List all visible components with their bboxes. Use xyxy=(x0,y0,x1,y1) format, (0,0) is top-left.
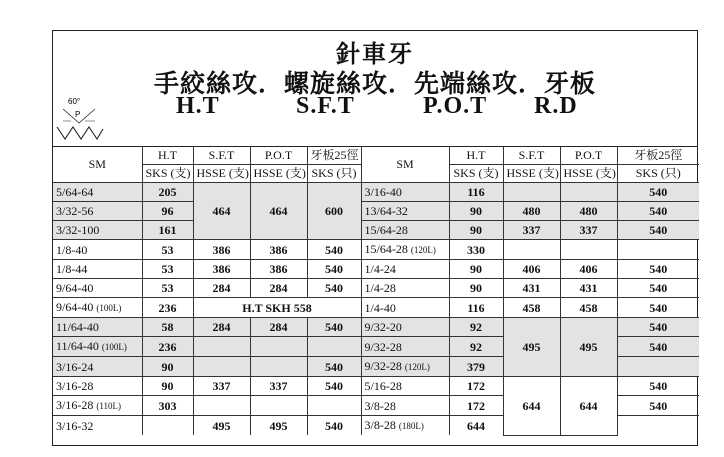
code-rd: R.D xyxy=(534,93,578,119)
sm-cell xyxy=(53,337,142,357)
sm-cell: 1/8-40 xyxy=(53,240,142,260)
pot-cell: 284 xyxy=(250,279,307,298)
table-row xyxy=(53,260,699,279)
ht-cell: 53 xyxy=(142,279,193,298)
thread-angle-label: 60° xyxy=(68,97,81,106)
sm-cell xyxy=(53,298,142,318)
col-subheader-rd-right: SKS (只) xyxy=(617,165,699,183)
pot-cell xyxy=(560,183,617,202)
sm-cell: 1/4-28 xyxy=(361,279,449,298)
sm-cell xyxy=(361,357,449,377)
sm-size: 15/64-28 xyxy=(364,242,408,256)
ht-cell: 644 xyxy=(449,416,503,436)
sm-cell: 9/32-20 xyxy=(361,318,449,337)
sft-cell: 337 xyxy=(503,221,560,240)
sft-cell: 464 xyxy=(193,183,250,240)
sft-cell: 458 xyxy=(503,298,560,318)
sft-cell: 431 xyxy=(503,279,560,298)
table-row xyxy=(53,202,699,221)
rd-cell: 540 xyxy=(617,298,699,318)
ht-cell: 161 xyxy=(142,221,193,240)
sft-cell: 284 xyxy=(193,318,250,337)
pot-cell: 480 xyxy=(560,202,617,221)
pot-cell xyxy=(250,337,307,357)
code-ht: H.T xyxy=(176,93,220,119)
col-header-sft-left: S.F.T xyxy=(193,147,250,165)
sm-size: 9/64-40 xyxy=(56,300,94,314)
sm-cell: 11/64-40 xyxy=(53,318,142,337)
sm-cell: 5/16-28 xyxy=(361,377,449,396)
ht-cell: 90 xyxy=(142,377,193,396)
length-note: (120L) xyxy=(410,245,436,255)
length-note: (100L) xyxy=(96,303,122,313)
ht-cell: 303 xyxy=(142,396,193,416)
sheet-header xyxy=(53,31,697,147)
col-subheader-sft-right: HSSE (支) xyxy=(503,165,560,183)
sm-cell: 13/64-32 xyxy=(361,202,449,221)
material-note-cell: H.T SKH 558 xyxy=(193,298,361,318)
table-row xyxy=(53,221,699,240)
ht-cell: 53 xyxy=(142,240,193,260)
rd-cell: 540 xyxy=(307,260,361,279)
sm-cell: 3/16-40 xyxy=(361,183,449,202)
sft-cell: 386 xyxy=(193,260,250,279)
col-header-rd-right: 牙板25徑 xyxy=(617,147,699,165)
sft-cell: 495 xyxy=(503,318,560,377)
spec-sheet xyxy=(52,30,698,446)
pot-cell: 386 xyxy=(250,240,307,260)
ht-cell: 90 xyxy=(449,260,503,279)
sm-cell: 1/4-24 xyxy=(361,260,449,279)
col-subheader-pot-right: HSSE (支) xyxy=(560,165,617,183)
sheet-title: 針車牙 xyxy=(336,42,414,68)
ht-cell: 90 xyxy=(142,357,193,377)
rd-cell: 540 xyxy=(617,183,699,202)
ht-cell xyxy=(142,416,193,436)
sm-size: 3/8-28 xyxy=(364,418,396,432)
col-subheader-rd-left: SKS (只) xyxy=(307,165,361,183)
sm-cell: 3/16-24 xyxy=(53,357,142,377)
rd-cell: 540 xyxy=(307,240,361,260)
sft-cell xyxy=(193,357,250,377)
sm-cell xyxy=(361,240,449,260)
sm-cell: 3/16-28 xyxy=(53,377,142,396)
rd-cell: 540 xyxy=(617,202,699,221)
thread-pitch-label: P xyxy=(75,110,81,119)
ht-cell: 379 xyxy=(449,357,503,377)
table-header xyxy=(53,147,699,183)
product-codes xyxy=(53,93,697,123)
code-sft: S.F.T xyxy=(296,93,355,119)
ht-cell: 330 xyxy=(449,240,503,260)
ht-cell: 172 xyxy=(449,377,503,396)
sm-cell: 5/64-64 xyxy=(53,183,142,202)
col-subheader-ht-left: SKS (支) xyxy=(142,165,193,183)
table-body xyxy=(53,183,699,436)
sft-cell: 386 xyxy=(193,240,250,260)
sm-size: 11/64-40 xyxy=(56,339,99,353)
ht-cell: 90 xyxy=(449,202,503,221)
sft-cell: 644 xyxy=(503,377,560,436)
ht-cell: 58 xyxy=(142,318,193,337)
table-row xyxy=(53,279,699,298)
ht-cell: 172 xyxy=(449,396,503,416)
length-note: (100L) xyxy=(101,342,127,352)
rd-cell: 540 xyxy=(617,279,699,298)
table-row xyxy=(53,377,699,396)
sft-cell xyxy=(503,240,560,260)
pot-cell xyxy=(560,240,617,260)
sft-cell: 495 xyxy=(193,416,250,436)
sft-cell: 284 xyxy=(193,279,250,298)
rd-cell: 540 xyxy=(617,377,699,396)
rd-cell: 540 xyxy=(307,357,361,377)
ht-cell: 116 xyxy=(449,183,503,202)
rd-cell xyxy=(617,357,699,377)
rd-cell: 540 xyxy=(307,279,361,298)
sft-cell xyxy=(193,396,250,416)
sm-size: 9/32-28 xyxy=(364,359,402,373)
ht-cell: 90 xyxy=(449,221,503,240)
pot-cell xyxy=(250,396,307,416)
sm-cell: 3/32-100 xyxy=(53,221,142,240)
col-header-rd-left: 牙板25徑 xyxy=(307,147,361,165)
col-header-ht-right: H.T xyxy=(449,147,503,165)
pot-cell: 644 xyxy=(560,377,617,436)
sheet-subtitle: 手絞絲攻．螺旋絲攻．先端絲攻．牙板 xyxy=(153,71,596,98)
pot-cell: 495 xyxy=(560,318,617,377)
pot-cell: 337 xyxy=(250,377,307,396)
ht-cell: 92 xyxy=(449,318,503,337)
sft-cell: 406 xyxy=(503,260,560,279)
code-pot: P.O.T xyxy=(423,93,488,119)
pot-cell: 458 xyxy=(560,298,617,318)
sm-cell: 1/8-44 xyxy=(53,260,142,279)
sm-cell: 15/64-28 xyxy=(361,221,449,240)
length-note: (120L) xyxy=(404,362,430,372)
sm-cell: 1/4-40 xyxy=(361,298,449,318)
sm-size: 3/16-28 xyxy=(56,398,94,412)
rd-cell: 540 xyxy=(617,260,699,279)
sm-cell xyxy=(53,396,142,416)
ht-cell: 90 xyxy=(449,279,503,298)
col-header-pot-right: P.O.T xyxy=(560,147,617,165)
rd-cell xyxy=(307,337,361,357)
rd-cell: 600 xyxy=(307,183,361,240)
rd-cell: 540 xyxy=(307,377,361,396)
sm-cell: 3/32-56 xyxy=(53,202,142,221)
thread-profile-icon xyxy=(55,95,105,143)
rd-cell: 540 xyxy=(617,396,699,416)
rd-cell: 540 xyxy=(617,337,699,357)
rd-cell xyxy=(617,240,699,260)
sft-cell: 480 xyxy=(503,202,560,221)
rd-cell: 540 xyxy=(617,318,699,337)
ht-cell: 53 xyxy=(142,260,193,279)
pot-cell: 337 xyxy=(560,221,617,240)
ht-cell: 236 xyxy=(142,298,193,318)
length-note: (110L) xyxy=(96,401,122,411)
col-header-ht-left: H.T xyxy=(142,147,193,165)
sm-column-header-left: SM xyxy=(53,147,142,183)
ht-cell: 116 xyxy=(449,298,503,318)
pot-cell: 495 xyxy=(250,416,307,436)
table-row xyxy=(53,318,699,337)
ht-cell: 92 xyxy=(449,337,503,357)
sft-cell xyxy=(193,337,250,357)
pot-cell: 406 xyxy=(560,260,617,279)
ht-cell: 236 xyxy=(142,337,193,357)
col-header-sft-right: S.F.T xyxy=(503,147,560,165)
ht-cell: 205 xyxy=(142,183,193,202)
rd-cell: 540 xyxy=(617,221,699,240)
sm-cell: 9/64-40 xyxy=(53,279,142,298)
sm-column-header-right: SM xyxy=(361,147,449,183)
col-subheader-pot-left: HSSE (支) xyxy=(250,165,307,183)
sm-cell: 3/8-28 xyxy=(361,396,449,416)
ht-cell: 96 xyxy=(142,202,193,221)
sm-cell xyxy=(361,416,449,436)
sft-cell xyxy=(503,183,560,202)
pot-cell xyxy=(250,357,307,377)
col-subheader-ht-right: SKS (支) xyxy=(449,165,503,183)
col-header-pot-left: P.O.T xyxy=(250,147,307,165)
pot-cell: 464 xyxy=(250,183,307,240)
tap-size-table xyxy=(53,147,699,436)
pot-cell: 386 xyxy=(250,260,307,279)
rd-cell: 540 xyxy=(307,416,361,436)
rd-cell xyxy=(617,416,699,436)
sft-cell: 337 xyxy=(193,377,250,396)
pot-cell: 284 xyxy=(250,318,307,337)
table-row xyxy=(53,298,699,318)
rd-cell xyxy=(307,396,361,416)
sm-cell: 3/16-32 xyxy=(53,416,142,436)
sm-cell: 9/32-28 xyxy=(361,337,449,357)
table-row xyxy=(53,240,699,260)
table-row xyxy=(53,183,699,202)
pot-cell: 431 xyxy=(560,279,617,298)
col-subheader-sft-left: HSSE (支) xyxy=(193,165,250,183)
rd-cell: 540 xyxy=(307,318,361,337)
length-note: (180L) xyxy=(398,421,424,431)
